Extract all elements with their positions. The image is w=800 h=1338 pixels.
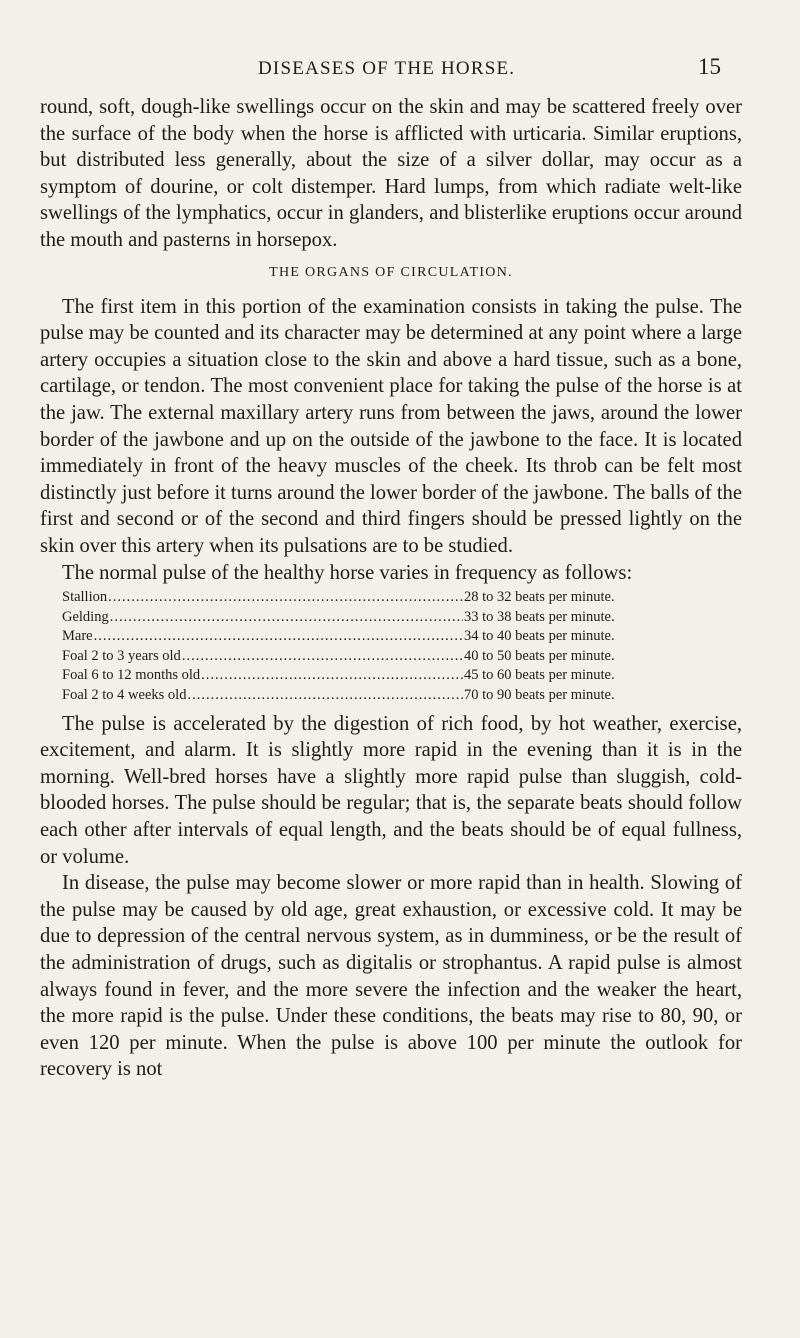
pulse-rate: 33 to 38 beats per minute. [464,608,615,625]
pulse-animal: Mare [62,628,93,645]
pulse-rate: 45 to 60 beats per minute. [464,667,615,684]
dot-leader [182,647,463,667]
paragraph-normal-pulse: The normal pulse of the healthy horse varies in frequency as follows: [62,561,633,584]
pulse-animal: Gelding [62,608,109,625]
pulse-rate: 34 to 40 beats per minute. [464,628,615,645]
page-header [0,54,800,82]
pulse-row [62,647,718,667]
pulse-row [62,666,718,686]
paragraph-pulse-taking: The first item in this portion of the examination consists in taking the pulse. The pulse may be counted and its character may be determined at any point where a large artery occupies a situation close to the skin and above a hard tissue, such as a bone, cartilage, or tendon. The most convenient place for taking the pulse of the horse is at the jaw. The external maxillary artery runs from between the jaws, around the lower border of the jawbone and up on the outside of the jawbone to the face. It is located immediately in front of the heavy muscles of the cheek. Its throb can be felt most distinctly just before it turns around the lower border of the jawbone. The balls of the first and second or of the second and third fingers should be pressed lightly on the skin over this artery when its pulsations are to be studied. [40,295,742,557]
page-number: 15 [698,54,721,79]
dot-leader [187,686,463,706]
pulse-table [62,588,718,706]
paragraph-urticaria: round, soft, dough-like swellings occur on the skin and may be scattered freely over the surface of the body when the horse is afflicted with urticaria. Similar eruptions, but distributed less generally, about the size of a silver dollar, may occur as a symptom of dourine, or colt distemper. Hard lumps, from which radiate welt-like swellings of the lymphatics, occur in glanders, and blisterlike eruptions occur around the mouth and pasterns in horsepox. [40,96,742,251]
pulse-animal: Foal 6 to 12 months old [62,667,201,684]
pulse-row [62,608,718,628]
page-body [40,94,742,1083]
pulse-row [62,588,718,608]
pulse-row [62,627,718,647]
pulse-animal: Foal 2 to 3 years old [62,647,181,664]
dot-leader [110,608,463,628]
pulse-animal: Foal 2 to 4 weeks old [62,687,187,704]
section-title: THE ORGANS OF CIRCULATION. [269,264,513,280]
pulse-rate: 40 to 50 beats per minute. [464,647,615,664]
paragraph-pulse-disease: In disease, the pulse may become slower or more rapid than in health. Slowing of the pulse may be caused by old age, great exhaustion, or excessive cold. It may be due to depression of the central nervous system, as in dumminess, or be the result of the administration of drugs, such as digitalis or strophantus. A rapid pulse is almost always found in fever, and the more severe the infection and the weaker the heart, the more rapid is the pulse. Under these conditions, the beats may rise to 80, 90, or even 120 per minute. When the pulse is above 100 per minute the outlook for recovery is not [40,872,742,1081]
pulse-row [62,686,718,706]
dot-leader [108,588,463,608]
dot-leader [201,666,463,686]
pulse-animal: Stallion [62,589,108,606]
paragraph-pulse-acceleration: The pulse is accelerated by the digestion of rich food, by hot weather, exercise, excitement, and alarm. It is slightly more rapid in the evening than it is in the morning. Well-bred horses have a slightly more rapid pulse than sluggish, cold-blooded horses. The pulse should be regular; that is, the separate beats should follow each other after intervals of equal length, and the beats should be of equal fullness, or volume. [40,712,742,868]
pulse-rate: 70 to 90 beats per minute. [464,687,615,704]
running-head: DISEASES OF THE HORSE. [258,58,516,79]
pulse-rate: 28 to 32 beats per minute. [464,589,615,606]
dot-leader [94,627,463,647]
